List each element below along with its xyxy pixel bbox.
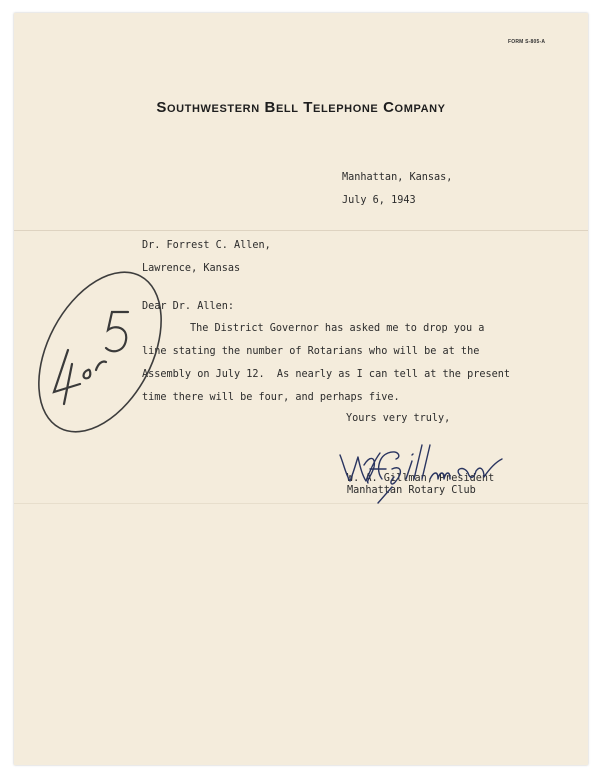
closing: Yours very truly, [346, 413, 451, 424]
letterhead: Southwestern Bell Telephone Company [156, 99, 446, 116]
body-line: time there will be four, and perhaps five. [142, 392, 400, 403]
handwritten-circle-note [28, 260, 178, 450]
signer-name: W. A. Gillman, President [347, 473, 495, 484]
fold-line [14, 230, 588, 231]
signer-org: Manhattan Rotary Club [347, 485, 476, 496]
place: Manhattan, Kansas, [342, 172, 453, 183]
signature [330, 435, 530, 505]
salutation: Dear Dr. Allen: [142, 301, 235, 312]
body-line: line stating the number of Rotarians who will be at the [142, 346, 480, 357]
form-code: FORM S-805-A [508, 39, 546, 45]
body-line: Assembly on July 12. As nearly as I can tell at the present [142, 369, 511, 380]
body-line: The District Governor has asked me to drop you a [190, 323, 485, 334]
date: July 6, 1943 [342, 195, 416, 206]
recipient-city: Lawrence, Kansas [142, 263, 241, 274]
recipient-name: Dr. Forrest C. Allen, [142, 240, 271, 251]
letter-sheet [14, 13, 588, 765]
